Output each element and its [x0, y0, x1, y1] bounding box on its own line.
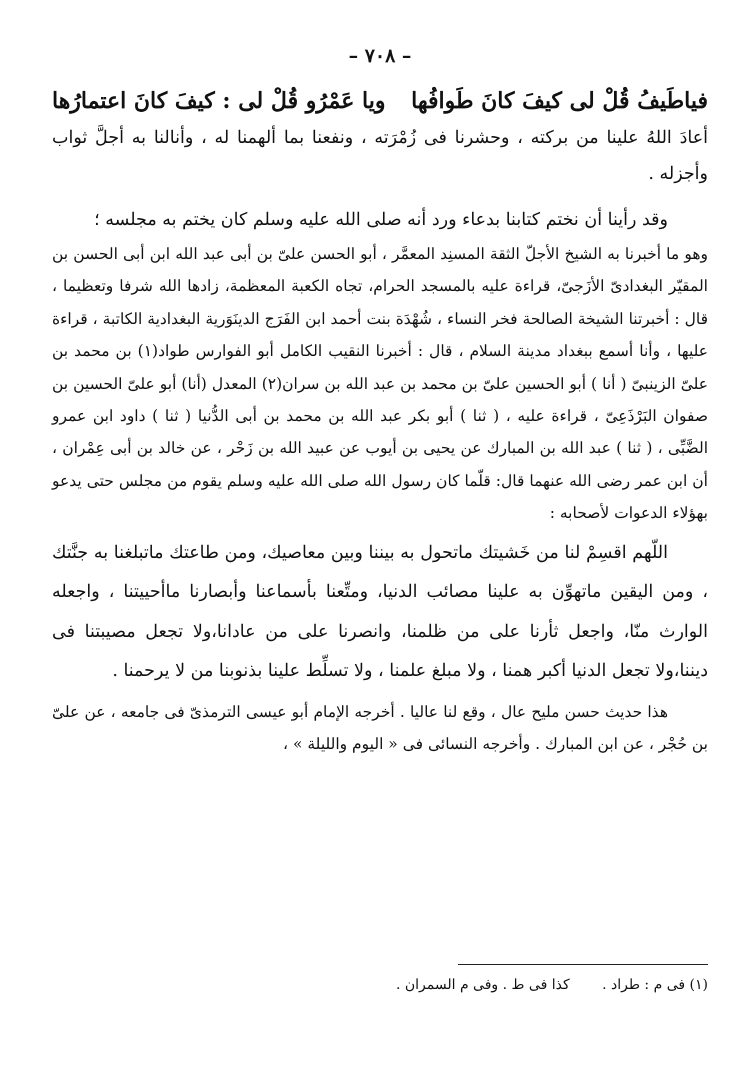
verse-second-hemistich: ويا عَمْرُو قُلْ لى : كيفَ كانَ اعتمارُها [52, 88, 386, 114]
footnote-1: (١) فى م : طراد . [602, 977, 708, 993]
footnote-divider [458, 964, 708, 965]
isnad-paragraph: وهو ما أخبرنا به الشيخ الأجلّ الثقة المسنِد المعمَّر ، أبو الحسن علىّ بن أبى عبد الله ابن أبى الحسن بن المقيّر البغدادىّ الأزَجىّ، قراءة عليه بالمسجد الحرام، تجاه الكعبة المعظمة، زادها الله شرفا وتعظيما ، قال : أخبرتنا الشيخة الصالحة فخر النساء ، شُهْدَة بنت أحمد ابن الفَرَج الدينَوَرية البغدادية الكاتبة ، قراءة عليها ، وأنا أسمع ببغداد مدينة السلام ، قال : أخبرنا النقيب الكامل أبو الفوارس طواد(١) بن محمد بن علىّ الزينبىّ ( أنا ) أبو الحسين علىّ بن محمد بن عبد الله بن سران(٢) المعدل (أنا) أبو علىّ الحسين بن صفوان البَرْذَعِىّ ، قراءة عليه ، ( ثنا ) أبو بكر عبد الله بن محمد بن أبى الدُّنيا ( ثنا ) داود ابن عمرو الضَّبِّى ، ( ثنا ) عبد الله بن المبارك عن يحيى بن أيوب عن عبيد الله بن زَحْر ، عن خالد بن أبى عِمْران ، أن ابن عمر رضى الله عنهما قال: قلّما كان رسول الله صلى الله عليه وسلم يقوم من مجلس حتى يدعو بهؤلاء الدعوات لأصحابه : [52, 245, 708, 523]
verse-first-hemistich: فياطَيفُ قُلْ لى كيفَ كانَ طَوافُها [411, 88, 708, 114]
page-number: – ٧٠٨ – [348, 45, 412, 67]
intro-paragraph: وقد رأينا أن نختم كتابنا بدعاء ورد أنه صلى الله عليه وسلم كان يختم به مجلسه ؛ [94, 210, 668, 230]
footnote-2: كذا فى ط . وفى م السمران . [395, 977, 570, 993]
closing-paragraph: أعادَ اللهُ علينا من بركته ، وحشرنا فى زُمْرَته ، ونفعنا بما ألهمنا له ، وأنالنا به أجلَّ ثواب وأجزله . [52, 128, 708, 184]
takhrij-paragraph: هذا حديث حسن مليح عال ، وقع لنا عاليا . أخرجه الإمام أبو عيسى الترمذىّ فى جامعه ، عن علىّ بن حُجْر ، عن ابن المبارك . وأخرجه النسائى فى « اليوم والليلة » ، [52, 702, 708, 754]
footnotes [52, 974, 708, 996]
poetry-verse [52, 82, 708, 120]
prayer-paragraph: اللّهم اقسِمْ لنا من خَشيتك ماتحول به بيننا وبين معاصيك، ومن طاعتك ماتبلغنا به جنَّتك ، ومن اليقين ماتهوِّن به علينا مصائب الدنيا، ومتِّعنا بأسماعنا وأبصارنا ماأحييتنا ، واجعله الوارث منّا، واجعل ثأرنا على من ظلمنا، وانصرنا على من عادانا،ولا تجعل مصيبتنا فى ديننا،ولا تجعل الدنيا أكبر همنا ، ولا مبلغ علمنا ، ولا تسلِّط علينا بذنوبنا من لا يرحمنا . [52, 542, 708, 682]
book-page [52, 44, 708, 1054]
